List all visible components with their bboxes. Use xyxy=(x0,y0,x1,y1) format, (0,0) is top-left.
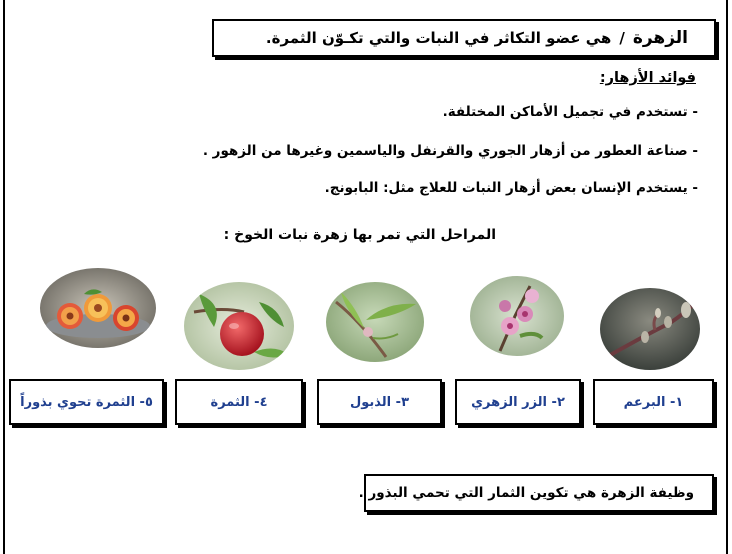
stage-5-label: ٥- الثمرة تحوي بذوراً xyxy=(20,394,153,410)
function-note-text: وظيفة الزهرة هي تكوين الثمار التي تحمي البذور . xyxy=(358,485,694,501)
bud-photo xyxy=(600,288,700,370)
stage-3-box xyxy=(317,379,442,425)
definition-text: هي عضو التكاثر في النبات والتي تكـوّن الثمرة. xyxy=(265,29,612,47)
definition-separator: / xyxy=(619,29,625,47)
page-frame-left xyxy=(3,0,5,554)
flower-bud-photo xyxy=(470,276,564,356)
stages-title: المراحل التي تمر بها زهرة نبات الخوخ : xyxy=(223,227,496,243)
definition-box xyxy=(212,19,716,57)
function-note-box xyxy=(358,474,714,512)
benefit-item-2: - صناعة العطور من أزهار الجوري والقرنفل والياسمين وغيرها من الزهور . xyxy=(202,143,698,159)
cut-peaches-photo xyxy=(40,268,156,348)
stage-5-box xyxy=(9,379,164,425)
benefits-title: فوائد الأزهار: xyxy=(599,70,696,86)
wilting-photo xyxy=(326,282,424,362)
benefit-item-1: - تستخدم في تجميل الأماكن المختلفة. xyxy=(442,104,698,120)
definition-term: الزهرة xyxy=(632,28,688,48)
benefit-item-3: - يستخدم الإنسان بعض أزهار النبات للعلاج مثل: البابونج. xyxy=(324,180,698,196)
page-frame-right xyxy=(726,0,728,554)
stage-3-label: ٣- الذبول xyxy=(349,394,410,410)
stage-4-label: ٤- الثمرة xyxy=(210,394,268,410)
stage-2-label: ٢- الزر الزهري xyxy=(471,394,565,410)
stage-1-label: ١- البرعم xyxy=(623,394,684,410)
peach-fruit-photo xyxy=(184,282,294,370)
stage-4-box xyxy=(175,379,303,425)
stage-1-box xyxy=(593,379,714,425)
stage-2-box xyxy=(455,379,581,425)
